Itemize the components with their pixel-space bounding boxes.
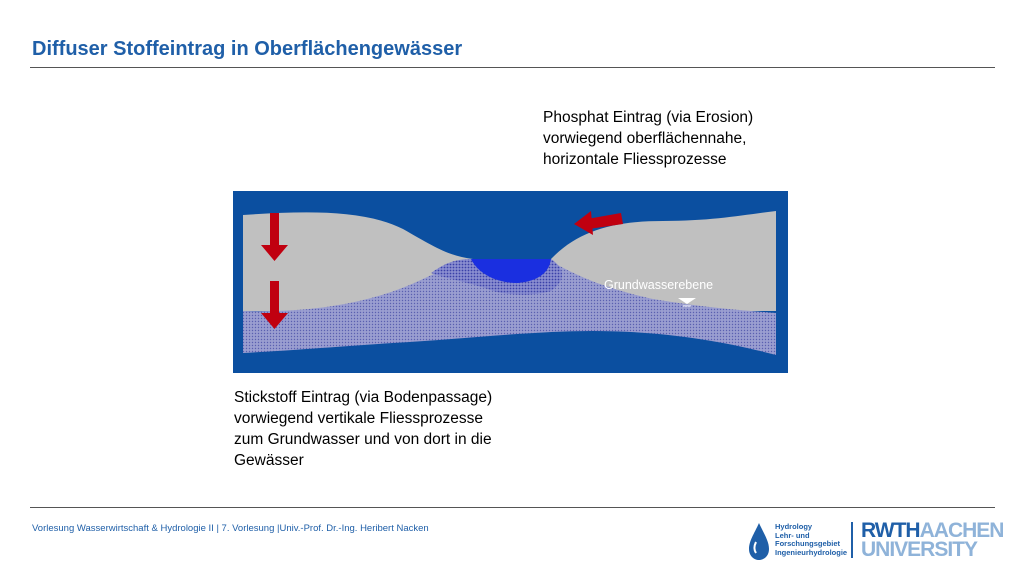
stickstoff-line: Gewässer <box>234 452 304 469</box>
stickstoff-line: zum Grundwasser und von dort in die <box>234 431 492 448</box>
aachen-wordmark: AACHEN <box>919 519 1004 542</box>
stickstoff-line: Stickstoff Eintrag (via Bodenpassage) <box>234 389 493 406</box>
footer-text: Vorlesung Wasserwirtschaft & Hydrologie II | 7. Vorlesung |Univ.-Prof. Dr.-Ing. Heribert Nacken <box>32 523 429 534</box>
stickstoff-text <box>234 387 492 471</box>
phosphat-text <box>543 107 753 170</box>
groundwater-diagram <box>233 191 788 373</box>
stickstoff-line: vorwiegend vertikale Fliessprozesse <box>234 410 483 427</box>
footer-divider <box>30 507 995 508</box>
title-divider <box>30 67 995 68</box>
phosphat-line: horizontale Fliessprozesse <box>543 151 727 168</box>
hydrology-logo-text <box>775 523 847 557</box>
phosphat-line: Phosphat Eintrag (via Erosion) <box>543 109 754 126</box>
hydro-line: Ingenieurhydrologie <box>775 547 848 557</box>
hydro-line: Lehr- und <box>775 530 810 540</box>
rwth-logo <box>861 521 1003 559</box>
hydro-line: Hydrology <box>775 522 813 531</box>
groundwater-label: Grundwasserebene <box>604 278 714 292</box>
hydro-line: Forschungsgebiet <box>775 539 841 549</box>
university-wordmark: UNIVERSITY <box>861 538 978 561</box>
phosphat-line: vorwiegend oberflächennahe, <box>543 130 747 147</box>
logo-divider <box>851 522 853 558</box>
rwth-wordmark: RWTH <box>861 519 920 542</box>
slide-title: Diffuser Stoffeintrag in Oberflächengewässer <box>32 38 463 60</box>
